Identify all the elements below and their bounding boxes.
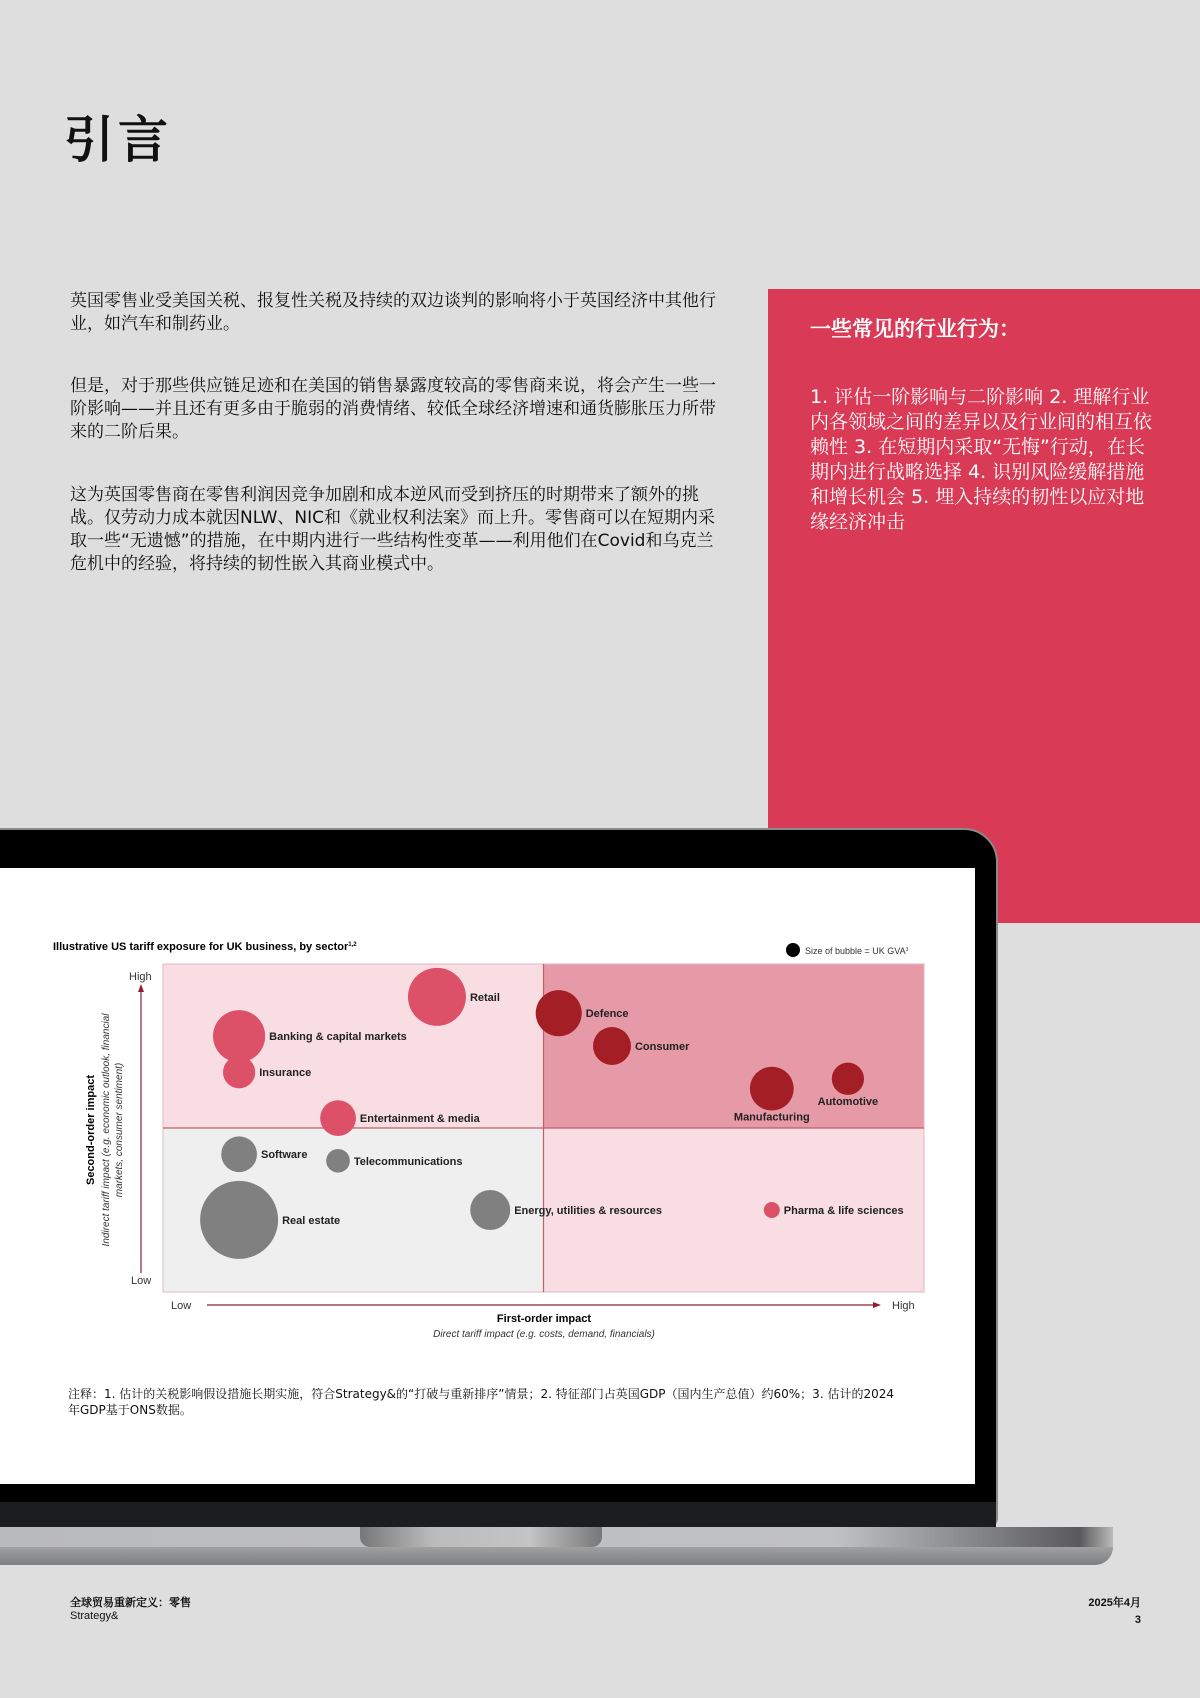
x-low-label: Low [171,1300,192,1312]
bubble-label-entertainment-media: Entertainment & media [359,1113,480,1126]
bubble-label-insurance: Insurance [259,1067,312,1080]
bubble-label-manufacturing: Manufacturing [733,1111,810,1124]
bubble-software [221,1136,257,1172]
y-low-label: Low [131,1275,152,1287]
y-axis-subtitle-2: markets, consumer sentiment) [114,1062,125,1198]
panel-heading: 一些常见的行业行为： [810,317,1020,341]
y-arrowhead-icon [138,984,144,992]
x-high-label: High [892,1300,915,1312]
laptop-chin [0,1502,996,1528]
chart-title: Illustrative US tariff exposure for UK business, by sector$^{1,2}$ [53,941,357,953]
bubble-label-software: Software [260,1149,308,1162]
bubble-label-defence: Defence [585,1008,629,1021]
legend-text: Size of bubble = UK GVA$^3$ [805,946,909,956]
tariff-exposure-chart [0,868,975,1484]
bubble-energy-utilities-resources [470,1190,510,1230]
bubble-banking-capital-markets [213,1010,265,1062]
laptop-hinge-notch [360,1527,602,1547]
footer-page-number: 3 [1134,1614,1141,1626]
x-arrowhead-icon [873,1302,881,1308]
bubble-automotive [832,1063,864,1095]
panel-body: 1. 评估一阶影响与二阶影响 2. 理解行业内各领域之间的差异以及行业间的相互依赖性 3. 在短期内采取“无悔”行动，在长期内进行战略选择 4. 识别风险缓解措施和增长机会 5. 埋入持续的韧性以应对地缘经济冲击 [810,386,1153,533]
y-axis-subtitle-1: Indirect tariff impact (e.g. economic outlook, financial [101,1013,112,1247]
bubble-retail [408,968,466,1026]
bubble-label-telecommunications: Telecommunications [353,1155,463,1168]
x-axis-title: First-order impact [496,1313,592,1325]
bubble-label-energy-utilities-resources: Energy, utilities & resources [514,1205,662,1217]
y-high-label: High [129,971,152,983]
bubble-pharma-life-sciences [764,1202,780,1218]
footer-brand: Strategy& [70,1610,119,1622]
bubble-real-estate [200,1181,278,1259]
bubble-defence [536,990,582,1036]
bubble-label-automotive: Automotive [817,1095,879,1108]
bubble-manufacturing [750,1067,794,1111]
laptop-base-edge [0,1547,1113,1565]
legend-bubble-icon [786,943,800,957]
chart-footnote: 注释：1. 估计的关税影响假设措施长期实施，符合Strategy&的“打破与重新排序”情景；2. 特征部门占英国GDP（国内生产总值）约60%；3. 估计的2024年GDP基于ONS数据。 [68,1387,894,1417]
footer-date: 2025年4月 [1088,1597,1141,1609]
bubble-insurance [223,1056,255,1088]
bubble-label-banking-capital-markets: Banking & capital markets [269,1031,407,1044]
bubble-label-pharma-life-sciences: Pharma & life sciences [783,1205,904,1217]
footer-report-title: 全球贸易重新定义：零售 [70,1597,191,1609]
bubble-label-consumer: Consumer [634,1041,690,1053]
y-axis-title: Second-order impact [85,1074,97,1186]
x-axis-subtitle: Direct tariff impact (e.g. costs, demand, financials) [433,1329,655,1340]
bubble-label-retail: Retail [469,991,500,1004]
bubble-label-real-estate: Real estate [282,1214,341,1227]
bubble-consumer [593,1027,631,1065]
page-title: 引言 [64,111,172,169]
intro-paragraph-3: 这为英国零售商在零售利润因竞争加剧和成本逆风而受到挤压的时期带来了额外的挑战。仅劳动力成本就因NLW、NIC和《就业权利法案》而上升。零售商可以在短期内采取一些“无遗憾”的措施，在中期内进行一些结构性变革——利用他们在Covid和乌克兰危机中的经验，将持续的韧性嵌入其商业模式中。 [70,485,716,574]
intro-paragraph-2: 但是，对于那些供应链足迹和在美国的销售暴露度较高的零售商来说，将会产生一些一阶影响——并且还有更多由于脆弱的消费情绪、较低全球经济增速和通货膨胀压力所带来的二阶后果。 [70,376,716,442]
bubble-telecommunications [326,1149,350,1173]
intro-paragraph-1: 英国零售业受美国关税、报复性关税及持续的双边谈判的影响将小于英国经济中其他行业，如汽车和制药业。 [70,291,716,334]
bubble-entertainment-media [320,1100,356,1136]
